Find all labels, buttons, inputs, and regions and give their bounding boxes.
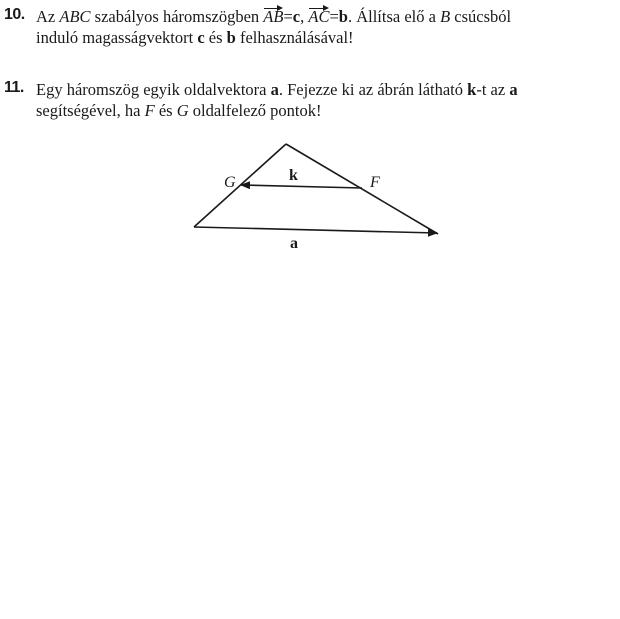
vector-ab: AB [263,7,284,26]
text-segment: Az [36,7,60,26]
problem-10-line-2 [36,27,618,48]
problem-11-line-2 [36,100,618,121]
text-segment: -t az [476,80,510,99]
vector-b: b [338,7,348,26]
problem-11-line-1 [36,79,618,100]
vector-k: k [467,80,477,99]
equals-sign: = [329,7,339,26]
problem-10-text [36,6,618,48]
problem-10-line-1 [36,6,618,27]
vector-k-arrow [241,185,362,188]
text-segment: induló magasságvektort [36,28,198,47]
problem-11-text [36,79,618,121]
text-segment: csúcsból [450,7,512,26]
triangle-name: ABC [59,7,91,26]
problem-10-number: 10. [4,6,25,23]
vector-a: a [270,80,279,99]
equals-sign: = [283,7,293,26]
point-g: G [176,101,189,120]
vector-a-arrow [194,227,437,233]
point-f: F [144,101,155,120]
vector-b: b [226,28,236,47]
vector-c: c [292,7,301,26]
text-segment: oldalfelező pontok! [188,101,322,120]
vector-a: a [509,80,518,99]
text-segment: segítségével, ha [36,101,145,120]
vector-ac: AC [308,7,330,26]
text-segment: és [204,28,227,47]
label-g: G [224,174,236,191]
label-a: a [290,235,298,252]
label-f: F [370,174,380,191]
text-segment: . Fejezze ki az ábrán látható [278,80,468,99]
text-segment: felhasználásával! [235,28,354,47]
label-k: k [289,167,298,184]
problem-11-number: 11. [4,79,24,96]
triangle-right-side [286,144,438,234]
triangle-figure [180,136,450,256]
text-segment: Egy háromszög egyik oldalvektora [36,80,271,99]
text-segment: és [154,101,177,120]
text-segment: , [300,7,309,26]
text-segment: szabályos háromszögben [90,7,264,26]
text-segment: . Állítsa elő a [347,7,441,26]
vector-c: c [197,28,205,47]
vertex-b: B [440,7,451,26]
